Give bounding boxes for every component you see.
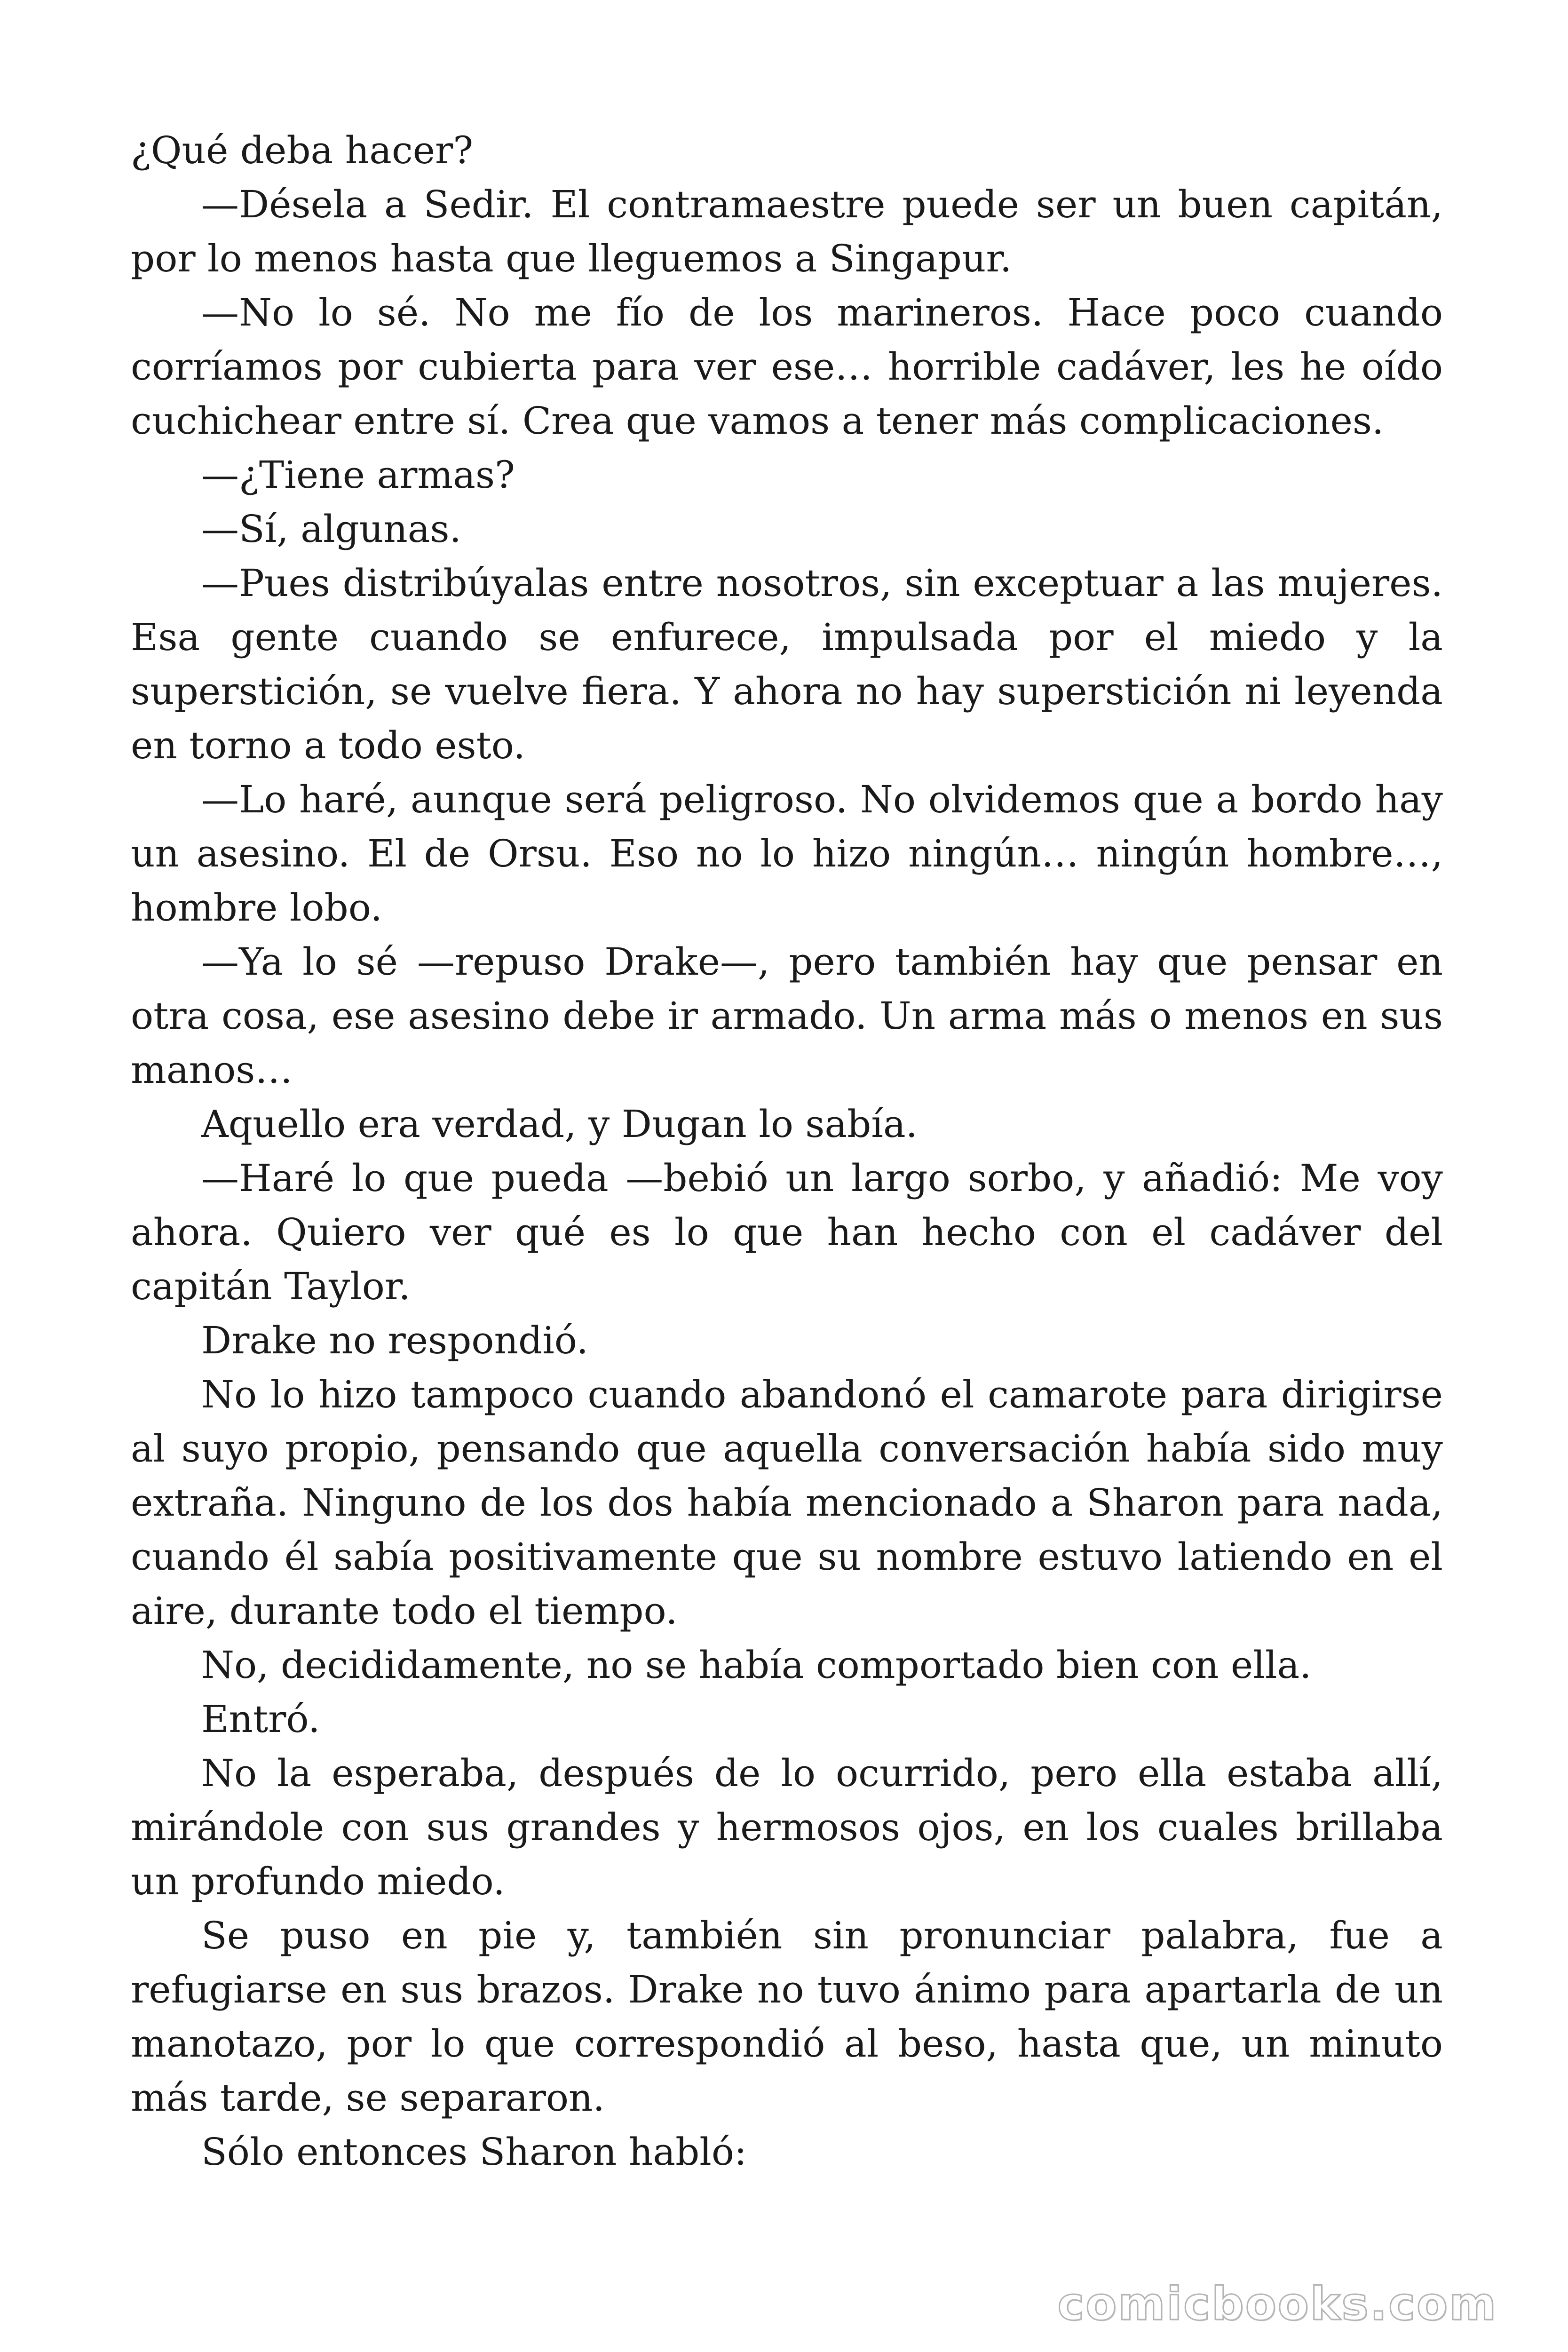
paragraph: —Haré lo que pueda —bebió un largo sorbo, y añadió: Me voy ahora. Quiero ver qué es lo que han hecho con el cadáver del capitán Taylor. xyxy=(131,1156,1443,1308)
paragraph: Drake no respondió. xyxy=(201,1319,588,1362)
paragraph: Entró. xyxy=(201,1697,320,1741)
paragraph: No, decididamente, no se había comportado bien con ella. xyxy=(201,1643,1312,1687)
paragraph: —No lo sé. No me fío de los marineros. Hace poco cuando corríamos por cubierta para ver ese… horrible cadáver, les he oído cuchichear entre sí. Crea que vamos a tener más complicaciones. xyxy=(131,291,1443,443)
paragraph: ¿Qué deba hacer? xyxy=(131,128,474,172)
paragraph: No la esperaba, después de lo ocurrido, pero ella estaba allí, mirándole con sus grandes y hermosos ojos, en los cuales brillaba un profundo miedo. xyxy=(131,1751,1443,1903)
paragraph: No lo hizo tampoco cuando abandonó el camarote para dirigirse al suyo propio, pensando que aquella conversación había sido muy extraña. Ninguno de los dos había mencionado a Sharon para nada, cuando él sabía positivamente que su nombre estuvo latiendo en el aire, durante todo el tiempo. xyxy=(131,1373,1443,1633)
paragraph: —Sí, algunas. xyxy=(201,507,461,551)
page-text xyxy=(131,123,1443,2179)
paragraph: —Lo haré, aunque será peligroso. No olvidemos que a bordo hay un asesino. El de Orsu. Eso no lo hizo ningún… ningún hombre…, hombre lobo. xyxy=(131,778,1443,930)
paragraph: Sólo entonces Sharon habló: xyxy=(201,2130,747,2174)
watermark: comicbooks.com xyxy=(1057,2278,1497,2330)
paragraph: —Ya lo sé —repuso Drake—, pero también hay que pensar en otra cosa, ese asesino debe ir armado. Un arma más o menos en sus manos… xyxy=(131,940,1443,1092)
paragraph: Aquello era verdad, y Dugan lo sabía. xyxy=(201,1102,918,1146)
paragraph: —Désela a Sedir. El contramaestre puede ser un buen capitán, por lo menos hasta que lleguemos a Singapur. xyxy=(131,183,1443,280)
paragraph: —¿Tiene armas? xyxy=(201,453,515,497)
paragraph: Se puso en pie y, también sin pronunciar palabra, fue a refugiarse en sus brazos. Drake no tuvo ánimo para apartarla de un manotazo, por lo que correspondió al beso, hasta que, un minuto más tarde, se separaron. xyxy=(131,1914,1443,2120)
paragraph: —Pues distribúyalas entre nosotros, sin exceptuar a las mujeres. Esa gente cuando se enfurece, impulsada por el miedo y la superstición, se vuelve fiera. Y ahora no hay superstición ni leyenda en torno a todo esto. xyxy=(131,561,1443,767)
